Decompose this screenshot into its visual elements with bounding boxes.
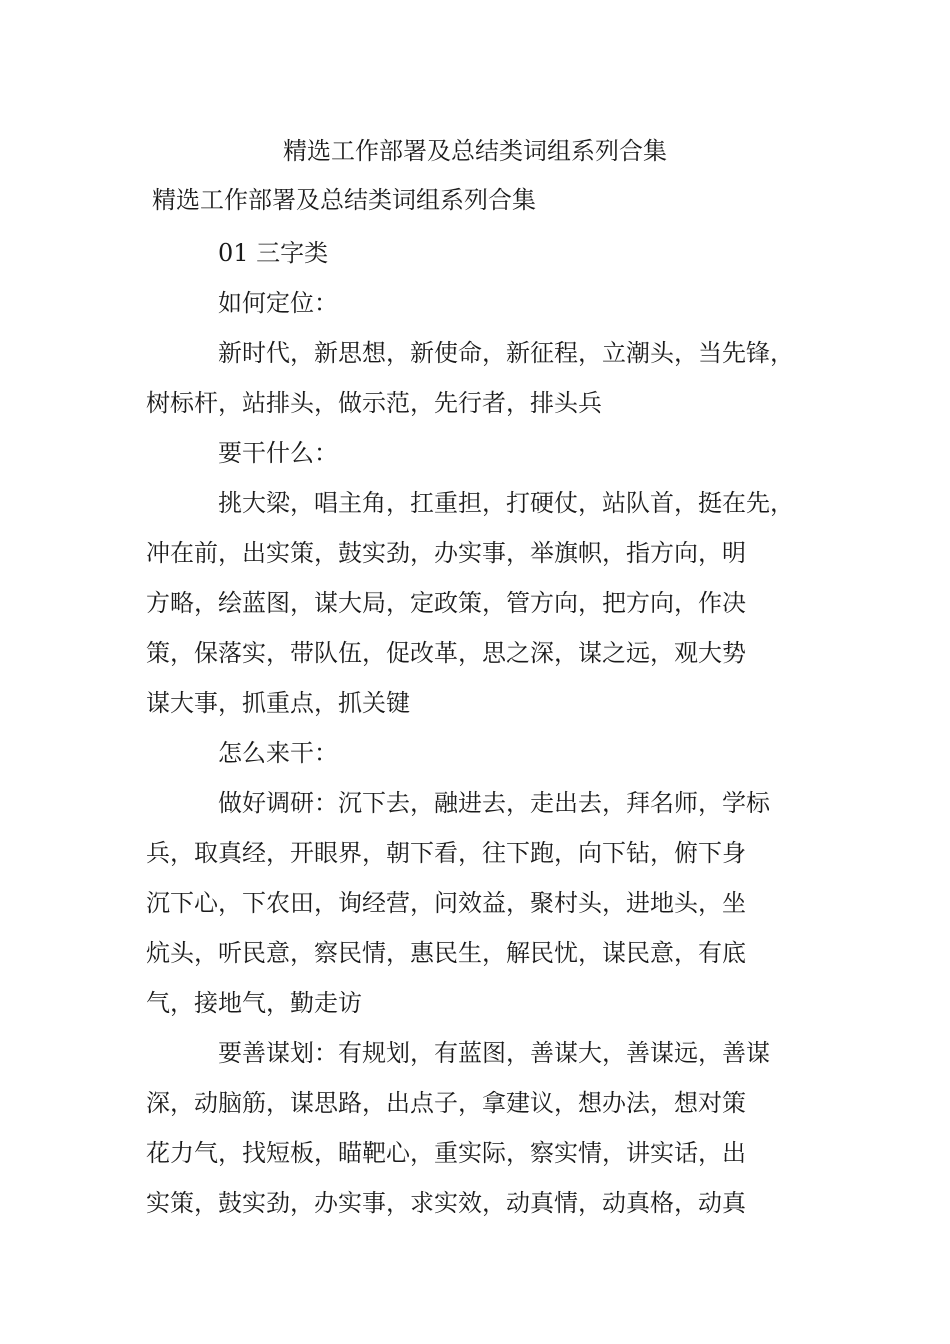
text-line: 要善谋划：有规划，有蓝图，善谋大，善谋远，善谋 [218, 1039, 770, 1067]
text-line: 花力气，找短板，瞄靶心，重实际，察实情，讲实话，出 [146, 1139, 746, 1167]
text-line: 谋大事，抓重点，抓关键 [146, 689, 410, 717]
document-body [146, 228, 826, 1228]
document-title: 精选工作部署及总结类词组系列合集 [283, 137, 667, 165]
text-line: 深，动脑筋，谋思路，出点子，拿建议，想办法，想对策 [146, 1089, 746, 1117]
text-line: 做好调研：沉下去，融进去，走出去，拜名师，学标 [218, 789, 770, 817]
text-line: 方略，绘蓝图，谋大局，定政策，管方向，把方向，作决 [146, 589, 746, 617]
text-line: 炕头，听民意，察民情，惠民生，解民忧，谋民意，有底 [146, 939, 746, 967]
document-subtitle: 精选工作部署及总结类词组系列合集 [152, 186, 536, 214]
text-line: 怎么来干： [218, 739, 338, 767]
text-line: 沉下心，下农田，询经营，问效益，聚村头，进地头，坐 [146, 889, 746, 917]
text-line: 兵，取真经，开眼界，朝下看，往下跑，向下钻，俯下身 [146, 839, 746, 867]
text-line: 冲在前，出实策，鼓实劲，办实事，举旗帜，指方向，明 [146, 539, 746, 567]
text-line: 实策，鼓实劲，办实事，求实效，动真情，动真格，动真 [146, 1189, 746, 1217]
text-line: 策，保落实，带队伍，促改革，思之深，谋之远，观大势 [146, 639, 746, 667]
text-line: 如何定位： [218, 289, 338, 317]
text-line: 01 三字类 [218, 239, 329, 267]
text-line: 新时代，新思想，新使命，新征程，立潮头，当先锋， [218, 339, 794, 367]
text-line: 要干什么： [218, 439, 338, 467]
text-line: 气，接地气，勤走访 [146, 989, 362, 1017]
text-line: 挑大梁，唱主角，扛重担，打硬仗，站队首，挺在先， [218, 489, 794, 517]
text-line: 树标杆，站排头，做示范，先行者，排头兵 [146, 389, 602, 417]
